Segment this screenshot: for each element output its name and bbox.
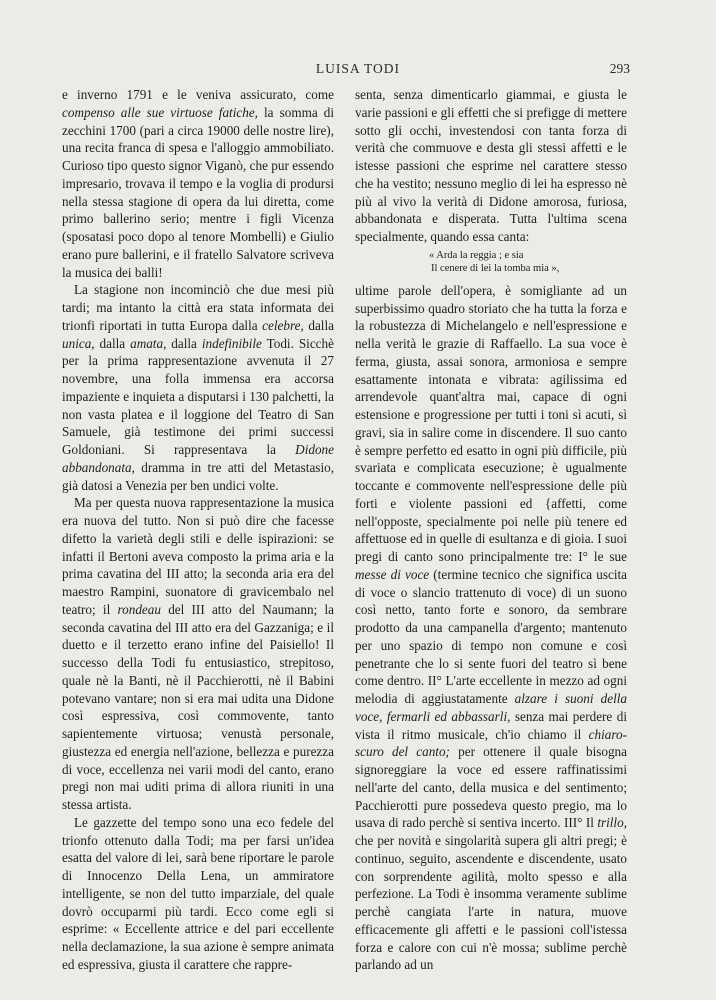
page-number: 293 xyxy=(609,61,630,76)
italic-run: chiaro-scuro del canto; xyxy=(355,726,627,760)
verse-quote xyxy=(355,249,627,276)
text-run: per ottenere il quale bisogna signoreggiare la voce ed essere raffinatissimi nell'arte del canto, della musica e del sentimento; Pacchierotti pure possedeva questo pregio, ma lo usava di rado perchè si sentiva incerto. III° Il xyxy=(355,744,627,831)
italic-run: messe di voce xyxy=(355,566,430,582)
italic-run: trillo, xyxy=(597,815,627,831)
italic-run: indefinibile xyxy=(201,335,262,351)
italic-run: compenso alle sue virtuose fatiche, xyxy=(62,104,258,120)
text-run: del III atto del Naumann; la seconda cavatina del III atto era del Gazzaniga; e il duetto e il terzetto erano infine del Paisiello! Il successo della Todi fu entusiastico, strepitoso, quale nè la Banti, nè il Pacchierotti, nè il Babini potevano vantare; non si era mai udita una Didone così espressiva, così commovente, tanto sapientemente virtuosa; venustà personale, giustezza ed energia nell'azione, bellezza e purezza di voce, eccellenza nei varii modi del canto, erano pregi non mai uditi prima di allora riuniti in una stessa artista. xyxy=(62,601,334,812)
text-run: e inverno 1791 e le veniva assicurato, come xyxy=(62,87,334,102)
text-run: La stagione non incominciò che due mesi più tardi; ma intanto la città era stata informata dei trionfi riportati in tutta Europa dalla xyxy=(62,282,334,333)
quote-line: « Arda la reggia ; e sia xyxy=(429,249,524,261)
paragraph xyxy=(62,281,334,494)
paragraph xyxy=(62,814,334,974)
paragraph xyxy=(355,282,627,974)
text-run: dalla xyxy=(94,335,131,351)
paragraph xyxy=(355,86,627,246)
text-run: che per novità e singolarità supera gli altri pregi; è continuo, seguito, ascendente e discendente, usato con sorprendente agilità, molto spesso e alla perfezione. La Todi è insomma veramente sublime perchè cangiata l'arte in natura, muove efficacemente gli affetti e le passioni coll'istessa forza e calore con cui n'è mossa; sublime perchè parlando ad un xyxy=(355,833,627,973)
italic-run: celebre, xyxy=(262,317,304,333)
italic-run: amata, xyxy=(130,335,167,351)
left-column xyxy=(62,86,334,974)
text-run: dalla xyxy=(303,317,334,333)
right-column xyxy=(355,86,627,974)
text-run: senta, senza dimenticarlo giammai, e giusta le varie passioni e gli effetti che si prefigge di mettere sotto gli occhi, investendosi con tanta forza di verità che commuove e desta gli stessi affetti e le istesse passioni che esprime nel carattere stesso che ha vestito; nessuno meglio di lei ha espresso nè più al vivo la verità di Didone amorosa, furiosa, abbandonata e disperata. Tutta l'ultima scena specialmente, quando essa canta: xyxy=(355,87,627,244)
italic-run: rondeau xyxy=(117,601,161,617)
paragraph xyxy=(62,494,334,814)
text-run: la somma di zecchini 1700 (pari a circa 19000 delle nostre lire), una recita franca di spesa e l'alloggio ammobiliato. Curioso tipo questo signor Viganò, che pur essendo impresario, trovava il tempo e la voglia di prodursi nella stessa stagione di opera da lui diretta, come primo ballerino serio; mentre i figli Vicenza (sposatasi poco dopo al tenore Mombelli) e Giulio erano pure ballerini, e il fratello Salvatore scriveva la musica dei balli! xyxy=(62,104,334,280)
italic-run: alzare i suoni della voce, fermarli ed abbassarli, xyxy=(355,691,627,724)
text-run: Todi. Sicchè per la prima rappresentazione avvenuta il 27 novembre, una folla immensa era accorsa impaziente e inquieta a disputarsi i 130 palchetti, la non vasta platea e il loggione del Teatro di San Samuele, già testimone dei primi successi Goldoniani. Si rappresentava la xyxy=(62,335,334,457)
paragraph xyxy=(62,86,334,281)
text-run: dramma in tre atti del Metastasio, già datosi a Venezia per ben undici volte. xyxy=(62,459,334,493)
running-title: LUISA TODI xyxy=(315,61,401,76)
italic-run: unica, xyxy=(62,335,95,351)
text-run: Ma per questa nuova rappresentazione la musica era nuova del tutto. Non si può dire che facesse difetto la varietà degli stili e delle ispirazioni: se infatti il Bertoni aveva composto la prima aria e la prima cavatina del III atto; la seconda aria era del maestro Rampini, suonatore di gravicembalo nel teatro; il xyxy=(62,495,334,617)
italic-run: Didone abbandonata, xyxy=(62,442,334,475)
text-run: (termine tecnico che significa uscita di voce o slancio trattenuto di voce) di un suono così netto, tanto forte e sonoro, da sembrare prodotto da una campanella d'argento; mantenuto per uno spazio di tempo non comune e così penetrante che lo si sente fuori del teatro sì bene come dentro. II° L'arte eccellente in mezzo ad ogni melodia di aggiustatamente xyxy=(355,566,627,706)
text-run: ultime parole dell'opera, è somigliante ad un superbissimo quadro storiato che ha tutta la forza e la robustezza di Michelangelo e nell'espressione e nella verità le grazie di Raffaello. La sua voce è ferma, giusta, assai sonora, armoniosa e sempre esattamente intonata e vibrata: agilissima ed arrendevole quant'altra mai, capace di ogni estensione e progressione per tutti i toni sì acuti, sì gravi, sia in salire come in discendere. Il suo canto è sempre perfetto ed esatto in ogni più difficile, più svariata e complicata esecuzione; è ugualmente toccante e commovente nell'espressione delle più forti e violente passioni ed {affetti, come nell'opposte, specialmente poi nelle più tenere ed affettuose ed in quelle di esultanza e di gioia. I suoi pregi di canto sono principalmente tre: I° le sue xyxy=(355,282,627,564)
text-run: senza mai perdere di vista il ritmo musicale, ch'io chiamo il xyxy=(355,708,627,742)
text-run: dalla xyxy=(166,335,202,351)
quote-line: Il cenere di lei la tomba mia », xyxy=(431,263,560,275)
text-run: Le gazzette del tempo sono una eco fedele del trionfo ottenuto dalla Todi; ma per farsi un'idea esatta del valore di lei, sarà bene riportare le parole di Innocenzo Della Lena, un ammiratore intelligente, se non del tutto imparziale, del quale dovrò occuparmi più tardi. Ecco come egli si esprime: « Eccellente attrice e del pari eccellente nella declamazione, la sua azione è sempre animata ed espressiva, giusta il carattere che rappre- xyxy=(62,814,334,972)
